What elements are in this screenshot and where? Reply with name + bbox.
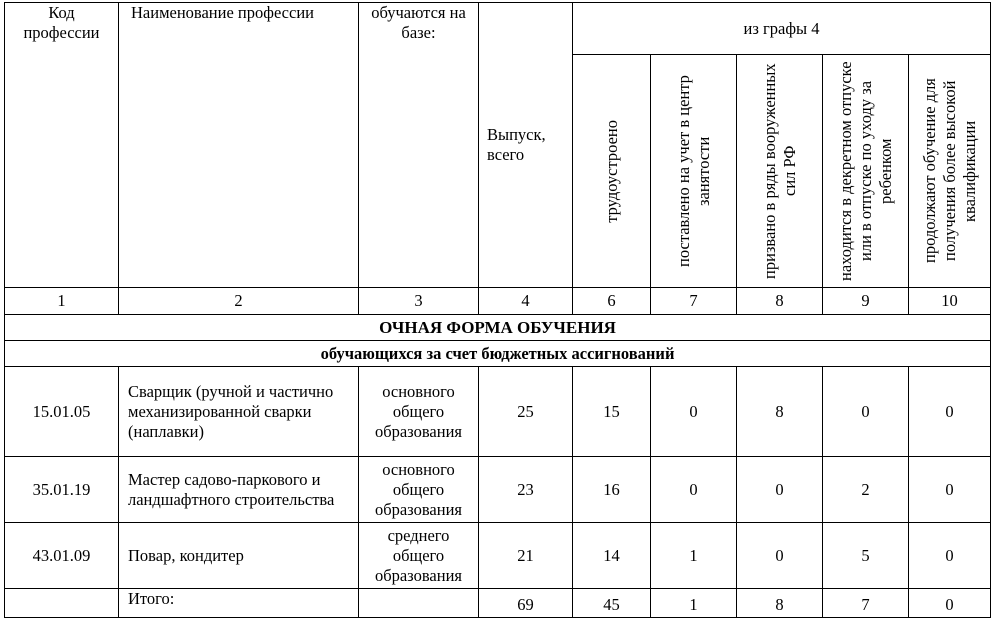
col-number: 2 [119, 288, 359, 315]
table-row [5, 523, 991, 589]
column-numbers-row [5, 288, 991, 315]
row-continue: 0 [909, 523, 991, 589]
row-army: 0 [737, 523, 823, 589]
row-name: Мастер садово-паркового и ландшафтного строительства [119, 457, 359, 523]
col-number: 10 [909, 288, 991, 315]
col-number: 1 [5, 288, 119, 315]
row-army: 0 [737, 457, 823, 523]
row-base: основного общего образования [359, 457, 479, 523]
row-continue: 0 [909, 457, 991, 523]
totals-leave: 7 [823, 589, 909, 618]
row-code: 43.01.09 [5, 523, 119, 589]
section-title: ОЧНАЯ ФОРМА ОБУЧЕНИЯ [5, 315, 991, 341]
col-number: 6 [573, 288, 651, 315]
totals-registered: 1 [651, 589, 737, 618]
row-base: среднего общего образования [359, 523, 479, 589]
row-total: 25 [479, 367, 573, 457]
totals-army: 8 [737, 589, 823, 618]
header-army: призвано в ряды вооруженных сил РФ [737, 55, 823, 288]
row-registered: 0 [651, 367, 737, 457]
col-number: 7 [651, 288, 737, 315]
subsection-title: обучающихся за счет бюджетных ассигнований [5, 341, 991, 367]
totals-label: Итого: [119, 589, 359, 618]
row-name: Сварщик (ручной и частично механизированной сварки (наплавки) [119, 367, 359, 457]
row-base: основного общего образования [359, 367, 479, 457]
header-employed: трудоустроено [573, 55, 651, 288]
row-code: 15.01.05 [5, 367, 119, 457]
row-registered: 0 [651, 457, 737, 523]
row-employed: 16 [573, 457, 651, 523]
row-army: 8 [737, 367, 823, 457]
col-number: 4 [479, 288, 573, 315]
header-base: обучаются на базе: [359, 3, 479, 288]
row-employed: 14 [573, 523, 651, 589]
row-leave: 0 [823, 367, 909, 457]
row-code: 35.01.19 [5, 457, 119, 523]
header-registered: поставлено на учет в центр занятости [651, 55, 737, 288]
header-continue: продолжают обучение для получения более высокой квалификации [909, 55, 991, 288]
row-total: 23 [479, 457, 573, 523]
totals-total: 69 [479, 589, 573, 618]
totals-base [359, 589, 479, 618]
col-number: 3 [359, 288, 479, 315]
totals-row [5, 589, 991, 618]
totals-employed: 45 [573, 589, 651, 618]
row-leave: 2 [823, 457, 909, 523]
header-name: Наименование профессии [119, 3, 359, 288]
col-number: 8 [737, 288, 823, 315]
row-continue: 0 [909, 367, 991, 457]
header-code: Код профессии [5, 3, 119, 288]
header-of-col4: из графы 4 [573, 3, 991, 55]
table-row [5, 457, 991, 523]
header-total: Выпуск, всего [479, 3, 573, 288]
header-leave: находится в декретном отпуске или в отпуске по уходу за ребенком [823, 55, 909, 288]
totals-continue: 0 [909, 589, 991, 618]
row-employed: 15 [573, 367, 651, 457]
table-row [5, 367, 991, 457]
graduates-table [4, 2, 991, 618]
row-name: Повар, кондитер [119, 523, 359, 589]
row-leave: 5 [823, 523, 909, 589]
col-number: 9 [823, 288, 909, 315]
totals-code [5, 589, 119, 618]
row-total: 21 [479, 523, 573, 589]
row-registered: 1 [651, 523, 737, 589]
